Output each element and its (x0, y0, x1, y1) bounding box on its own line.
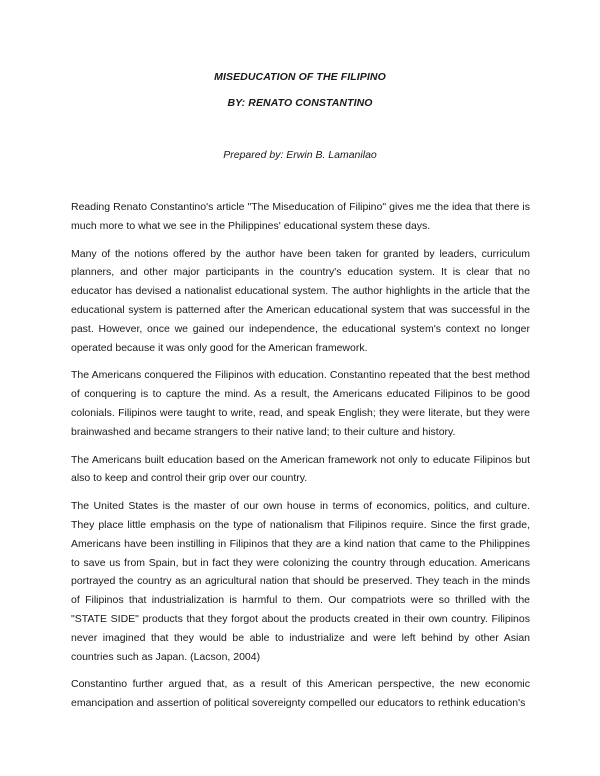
paragraph-2: Many of the notions offered by the author have been taken for granted by leaders, curriculum planners, and other major participants in the country's education system. It is clear that no educator has devised a nationalist educational system. The author highlights in the article that the educational system is patterned after the American educational system that was successful in the past. However, once we gained our independence, the educational system's context no longer operated because it was only good for the American framework. (71, 247, 530, 354)
paragraph-1: Reading Renato Constantino's article "The Miseducation of Filipino" gives me the idea that there is much more to what we see in the Philippines' educational system these days. (71, 201, 530, 232)
paragraph-6: Constantino further argued that, as a result of this American perspective, the new economic emancipation and assertion of political sovereignty compelled our educators to rethink education's (71, 678, 530, 710)
prepared-by: Prepared by: Erwin B. Lamanilao (223, 149, 377, 161)
document-byline: BY: RENATO CONSTANTINO (227, 97, 373, 109)
paragraph-3: The Americans conquered the Filipinos with education. Constantino repeated that the best method of conquering is to capture the mind. As a result, the Americans educated Filipinos to be good colonials. Filipinos were taught to write, read, and speak English; they were literate, but they were brainwashed and became strangers to their native land; to their culture and history. (71, 369, 530, 438)
document-title: MISEDUCATION OF THE FILIPINO (214, 71, 386, 83)
document-body (71, 198, 530, 722)
paragraph-4: The Americans built education based on the American framework not only to educate Filipinos but also to keep and control their grip over our country. (71, 453, 530, 485)
paragraph-5: The United States is the master of our own house in terms of economics, politics, and culture. They place little emphasis on the type of nationalism that Filipinos require. Since the first grade, Americans have been instilling in Filipinos that they are a kind nation that came to the Philippines to save us from Spain, but in fact they were colonizing the country through education. Americans portrayed the country as an agricultural nation that should be preserved. They teach in the minds of Filipinos that industrialization is harmful to them. Our compatriots were so thrilled with the "STATE SIDE" products that they forgot about the products created in their own country. Filipinos never imagined that they would be able to industrialize and were left behind by other Asian countries such as Japan. (Lacson, 2004) (71, 500, 530, 663)
